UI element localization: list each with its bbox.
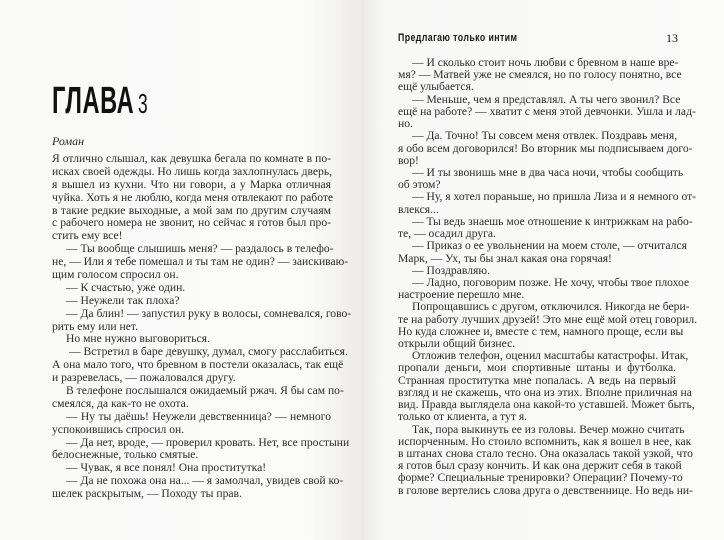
text-line: чуйка. Хоть я не люблю, когда меня отвлекают по работе: [52, 190, 334, 204]
text-line: в штанах снова стало тесно. Она оказалась такой узкой, что: [398, 447, 693, 460]
text-line: испорченным. Но стоило вспомнить, как я вошел в нее, как: [398, 434, 692, 448]
text-line: Так, пора выкинуть ее из головы. Вечер можно считать: [412, 422, 685, 436]
text-line: — Неужели так плоха?: [66, 293, 180, 307]
text-line: — К счастью, уже один.: [66, 280, 186, 294]
left-body-text: [52, 152, 352, 501]
text-line: Странная проститутка мне попалась. А ведь на первый: [398, 373, 676, 387]
text-line: — Поздравляю.: [412, 263, 490, 277]
text-line: щим голосом спросил он.: [52, 268, 179, 282]
text-line: белоснежные, только смятые.: [52, 448, 199, 462]
text-line: об этом?: [398, 178, 441, 192]
text-line: — Да блин! — запустил руку в волосы, сомневался, гово-: [66, 306, 352, 320]
text-line: ещё на работе? — хватит с меня этой девчонки. Ушла и лад-: [398, 104, 696, 118]
text-line: в голове вертелись слова друга о девственнице. Но ведь ни-: [398, 483, 693, 497]
text-line: В телефоне послышался ожидаемый ржач. Я бы сам по-: [66, 384, 344, 398]
text-line: только от клиента, а тут я.: [398, 410, 528, 424]
text-line: мя? — Матвей уже не смеялся, но по голосу понятно, все: [398, 68, 682, 82]
page-number: 13: [666, 31, 678, 45]
text-line: я обо всем договорился! Во вторник мы подписываем дого-: [398, 141, 693, 155]
text-line: но.: [398, 117, 413, 131]
text-line: вид. Правда выглядела она какой-то уставшей. Может быть,: [398, 398, 695, 412]
text-line: с рабочего номера не звонит, но сейчас я готов был про-: [52, 216, 331, 230]
text-line: пропали деньги, мои спортивные штаны и футболка.: [398, 361, 676, 375]
text-line: — Встретил в баре девушку, думал, смогу расслабиться.: [69, 345, 348, 359]
text-line: — И сколько стоит ночь любви с бревном в наше вре-: [412, 56, 679, 69]
text-line: Но мне нужно выговориться.: [66, 332, 210, 346]
text-line: я вышел из кухни. Что ни говори, а у Марка отличная: [52, 177, 331, 191]
text-line: рить ему или нет.: [52, 319, 138, 333]
text-line: — И ты звонишь мне в два часа ночи, чтобы сообщить: [412, 165, 684, 179]
text-line: влекся...: [398, 202, 439, 216]
text-line: не, — Или я тебе помешал и ты там не один? — заискиваю-: [52, 255, 349, 269]
text-line: Марк, — Ух, ты бы знал какая она горячая!: [398, 251, 612, 265]
text-line: — Ты ведь знаешь мое отношение к интрижкам на рабо-: [412, 214, 693, 228]
text-line: исках своей одежды. Но лишь когда захлопнулась дверь,: [52, 164, 333, 178]
chapter-word: ГЛАВА: [52, 80, 135, 122]
text-line: настроение перешло мне.: [398, 288, 525, 302]
text-line: — Да нет, вроде, — проверил кровать. Нет, все простыни: [66, 435, 350, 449]
text-line: смеялся, да как-то не охота.: [52, 396, 189, 410]
text-line: — Да не похожа она на... — я замолчал, увидев свой ко-: [66, 474, 344, 488]
text-line: успокоившись спросил он.: [52, 422, 185, 436]
text-line: — Ладно, поговорим позже. Не хочу, чтобы твое плохое: [412, 275, 690, 289]
text-line: вор!: [398, 153, 419, 167]
text-line: стить ему все!: [52, 229, 123, 243]
running-head: Предлагаю только интим: [398, 32, 518, 44]
right-body-text: [398, 56, 698, 497]
text-line: Но куда сложнее и, вместе с тем, намного проще, если вы: [398, 324, 684, 338]
text-line: я готов был сразу кончить. И как она держит себя в такой: [398, 459, 682, 473]
chapter-heading: [52, 82, 148, 120]
text-line: Попрощавшись с другом, отключился. Никогда не бери-: [412, 300, 690, 314]
text-line: Я отлично слышал, как девушка бегала по комнате в по-: [52, 152, 331, 165]
right-page: [362, 0, 724, 540]
text-line: — Ну, я хотел пораньше, но пришла Лиза и я немного от-: [412, 190, 697, 204]
text-line: — Ну ты даёшь! Неужели девственница? — немного: [66, 409, 331, 423]
text-line: и разревелась, — пожаловался другу.: [52, 371, 236, 385]
text-line: взгляд и не скажешь, что она из этих. Вполне приличная на: [398, 385, 692, 399]
text-line: ещё улыбается.: [398, 80, 474, 94]
text-line: шелек раскрытым, — Походу ты прав.: [52, 487, 242, 501]
text-line: Отложив телефон, оценил масштабы катастрофы. Итак,: [412, 349, 689, 363]
text-line: те на работу лучших друзей! Это мне ещё мой отец говорил.: [398, 312, 698, 326]
text-line: — Меньше, чем я представлял. А ты чего звонил? Все: [412, 92, 681, 106]
text-line: — Ты вообще слышишь меня? — раздалось в телефо-: [66, 242, 334, 256]
text-line: — Чувак, я все понял! Она проститутка!: [66, 461, 267, 475]
text-line: те, — осадил друга.: [398, 227, 496, 241]
text-line: — Приказ о ее увольнении на моем столе, — отчитался: [412, 239, 687, 253]
text-line: А она мало того, что бревном в постели оказалась, так ещё: [52, 358, 344, 372]
text-line: в такие редкие выходные, а мой зам по другим случаям: [52, 203, 331, 217]
text-line: форме? Специальные тренировки? Операции? Почему-то: [398, 471, 683, 485]
character-name: Роман: [52, 134, 85, 148]
text-line: — Да. Точно! Ты совсем меня отвлек. Поздравь меня,: [412, 129, 678, 143]
text-line: открыли общий бизнес.: [398, 337, 516, 351]
chapter-number: 3: [137, 88, 149, 119]
